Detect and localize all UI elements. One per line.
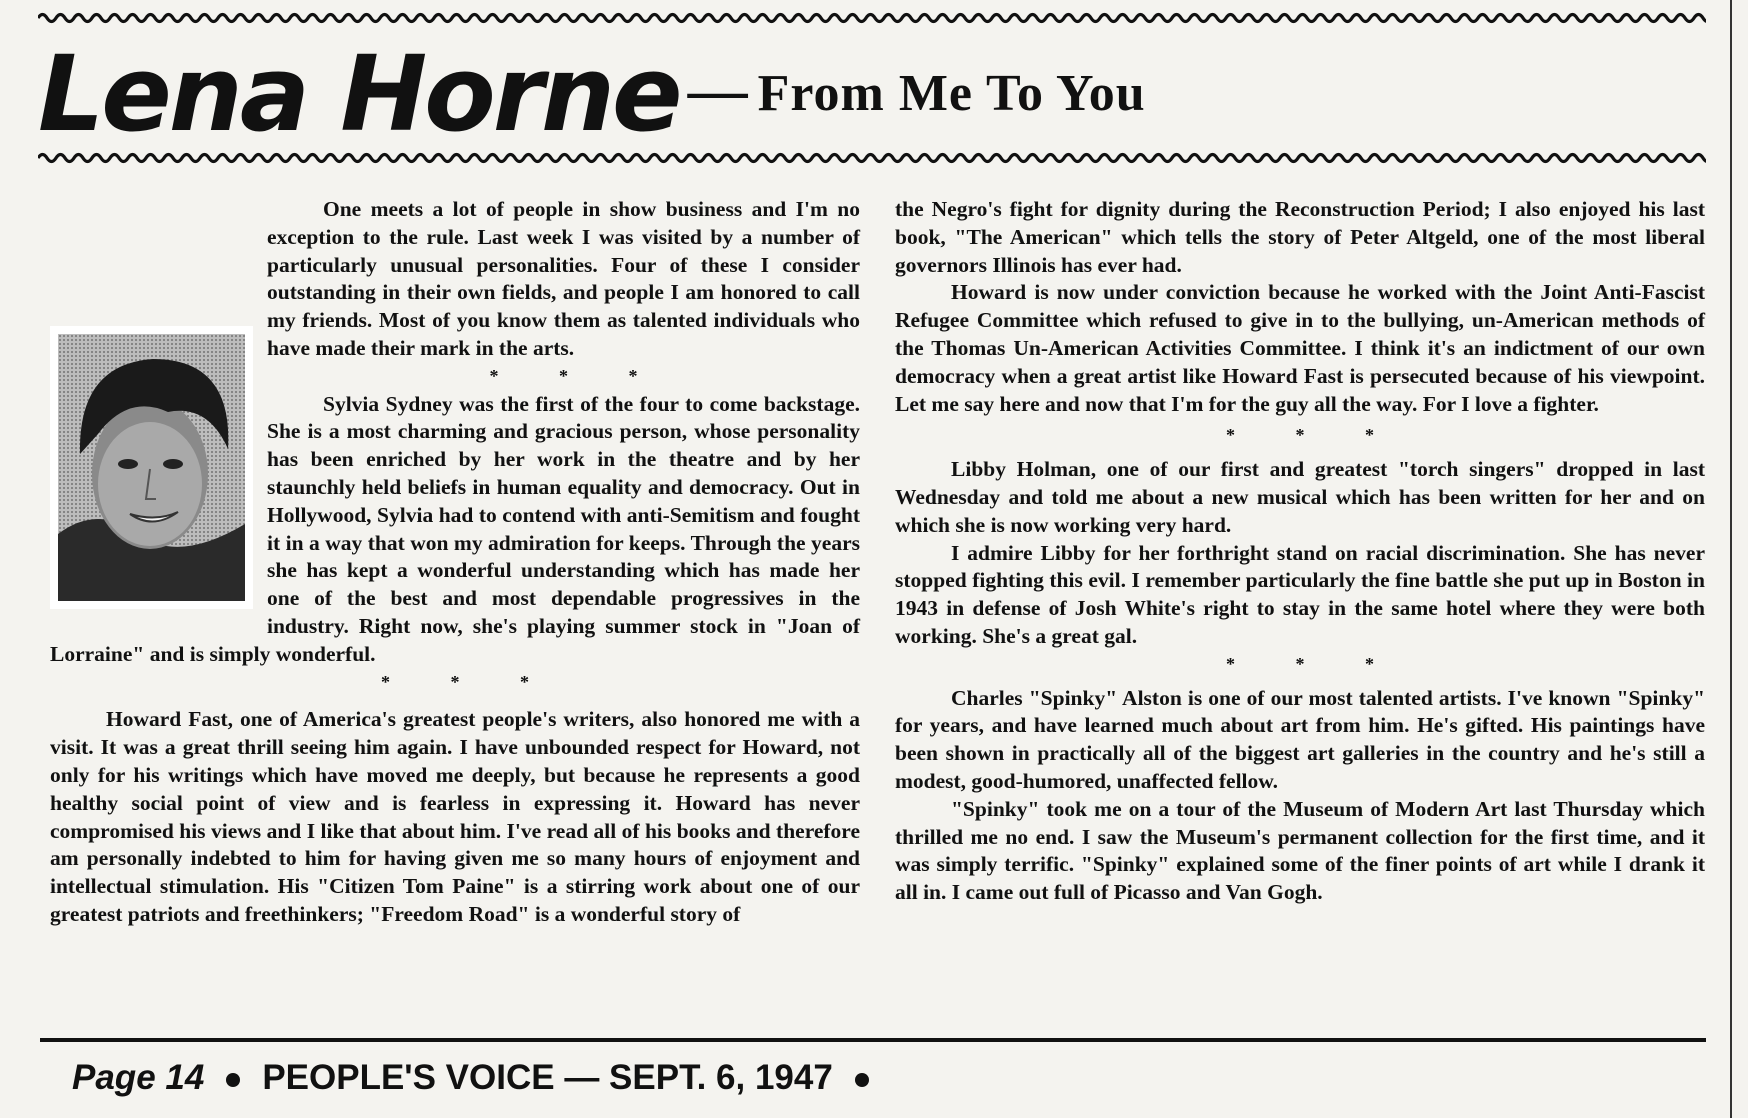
portrait-icon	[58, 334, 245, 601]
footer-page-number: Page 14	[72, 1058, 205, 1097]
footer-rule	[40, 1038, 1706, 1042]
top-wave-border	[38, 10, 1706, 26]
page-footer	[72, 1050, 891, 1106]
masthead-subtitle: From Me To You	[757, 65, 1146, 122]
footer-publication: PEOPLE'S VOICE — SEPT. 6, 1947	[262, 1058, 833, 1097]
right-paragraph-conviction: Howard is now under conviction because he worked with the Joint Anti-Fascist Refugee Committee which refused to give in to the bullying, un-American methods of the Thomas Un-American Activities Committee. I think it's an indictment of our own democracy when a great artist like Howard Fast is persecuted because of his viewpoint. Let me say here and now that I'm for the guy all the way. For I love a fighter.	[895, 280, 1705, 416]
bullet-icon	[855, 1073, 869, 1087]
right-paragraph-spinky: Charles "Spinky" Alston is one of our most talented artists. I've known "Spinky" for years, and have learned much about art from him. He's gifted. His paintings have been shown in practically all of the biggest art galleries in the country and he's still a modest, good-humored, unaffected fellow.	[895, 685, 1705, 793]
portrait-photo	[50, 326, 253, 609]
right-paragraph-libby: Libby Holman, one of our first and greatest "torch singers" dropped in last Wednesday and told me about a new musical which has been written for her and on which she is now working very hard.	[895, 457, 1705, 537]
right-paragraph-libby-stand: I admire Libby for her forthright stand on racial discrimination. She has never stopped fighting this evil. I remember particularly the fine battle she put up in Boston in 1943 in defense of Josh White's right to stay in the same hotel where they were both working. She's a great gal.	[895, 540, 1705, 648]
right-paragraph-museum: "Spinky" took me on a tour of the Museum of Modern Art last Thursday which thrilled me no end. I saw the Museum's permanent collection for the first time, and it was simply terrific. "Spinky" explained some of the finer points of art while I drank it all in. I came out full of Picasso and Van Gogh.	[895, 796, 1705, 905]
section-separator: * * *	[1226, 653, 1374, 674]
right-paragraph-reconstruction: the Negro's fight for dignity during the Reconstruction Period; I also enjoyed his last book, "The American" which tells the story of Peter Altgeld, one of the most liberal governors Illinois has ever had.	[895, 197, 1705, 277]
masthead	[38, 33, 1538, 155]
masthead-dash: —	[687, 57, 748, 123]
section-separator: * * *	[381, 671, 529, 692]
left-paragraph-intro: One meets a lot of people in show business and I'm no exception to the rule. Last week I was visited by a number of particularly unusual personalities. Four of these I consider outstanding in their own fields, and people I am honored to call my friends. Most of you know them as talented individuals who have made their mark in the arts.	[267, 197, 860, 360]
left-column	[50, 196, 860, 929]
masthead-name: Lena Horne	[38, 33, 680, 155]
right-column	[895, 196, 1705, 907]
bottom-wave-border	[38, 150, 1706, 166]
page-edge-rule	[1730, 0, 1732, 1118]
bullet-icon	[226, 1073, 240, 1087]
left-paragraph-howard: Howard Fast, one of America's greatest people's writers, also honored me with a visit. It was a great thrill seeing him again. I have unbounded respect for Howard, not only for his writings which have moved me deeply, but because he represents a good healthy social point of view and is fearless in expressing it. Howard has never compromised his views and I like that about him. I've read all of his books and therefore am personally indebted to him for having given me so many hours of enjoyment and intellectual stimulation. His "Citizen Tom Paine" is a stirring work about one of our greatest patriots and freethinkers; "Freedom Road" is a wonderful story of	[50, 707, 860, 926]
section-separator: * * *	[489, 365, 638, 386]
section-separator: * * *	[1226, 425, 1374, 446]
left-paragraph-sylvia: Sylvia Sydney was the first of the four to come backstage. She is a most charming and gracious person, whose personality has been enriched by her work in the theatre and by her staunchly held beliefs in human equality and democracy. Out in Hollywood, Sylvia had to contend with anti-Semitism and fought it in a way that won my admiration for keeps. Through the years she has kept a wonderful understanding which has made her one of the best and most dependable progressives in the industry. Right now, she's playing summer stock in "Joan of Lorraine" and is simply wonderful.	[50, 391, 860, 666]
